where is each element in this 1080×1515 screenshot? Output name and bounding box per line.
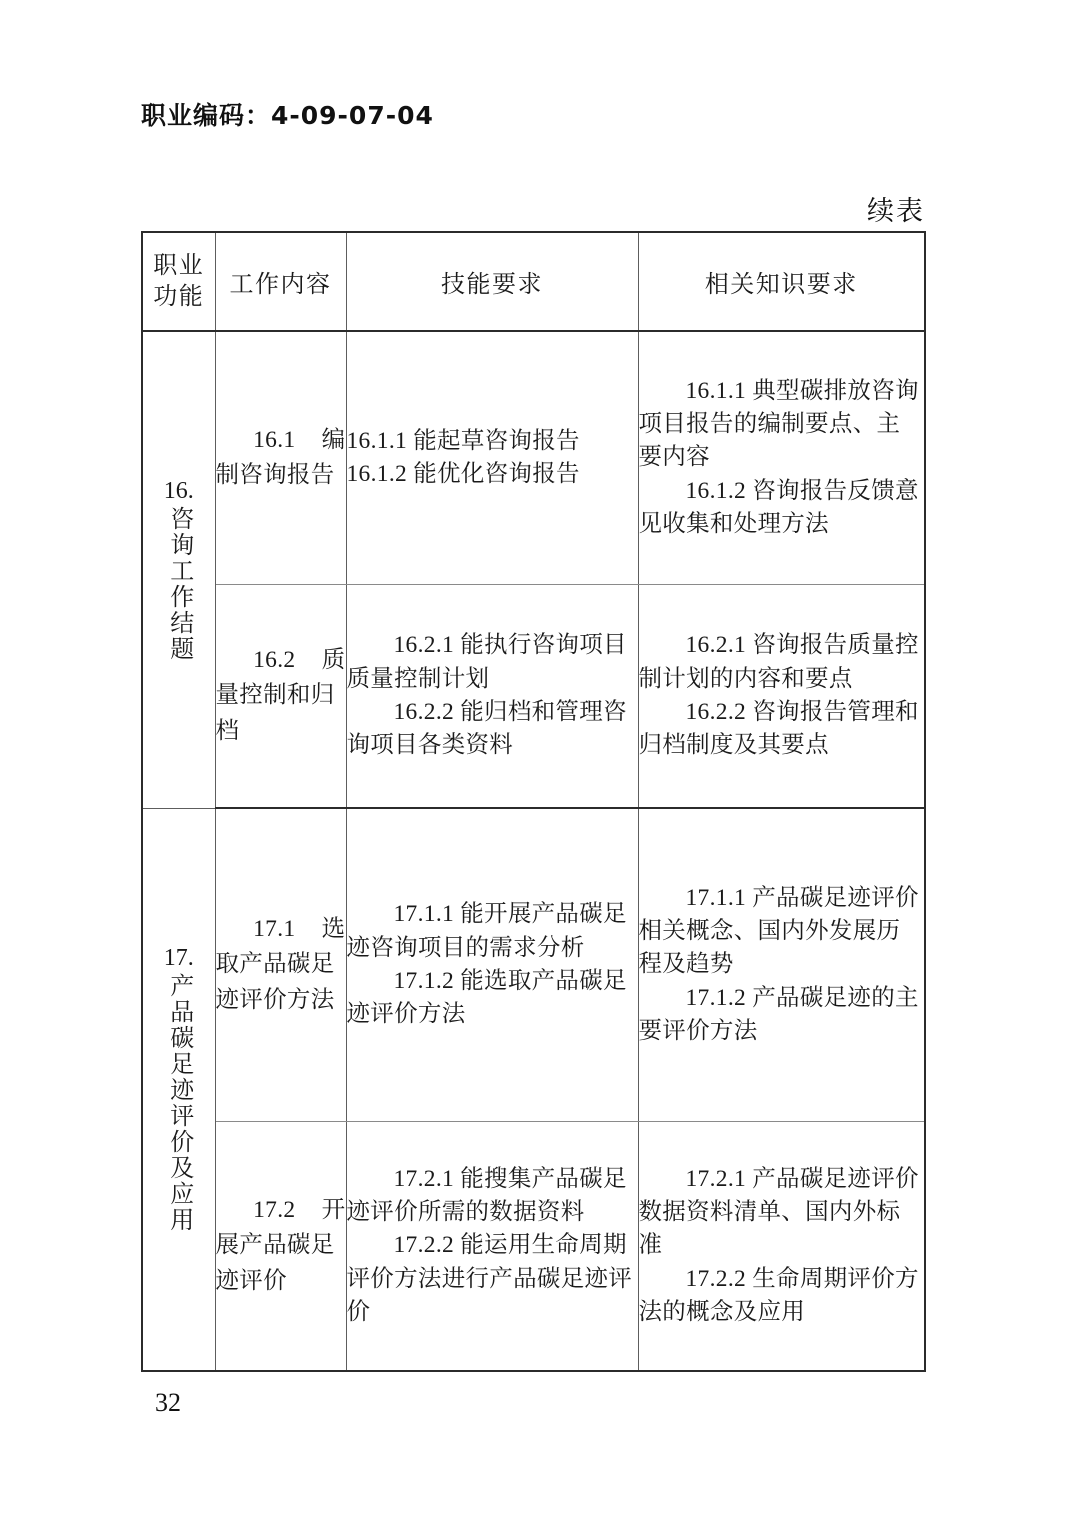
skill-item: 17.2.1 能搜集产品碳足迹评价所需的数据资料 xyxy=(346,1165,627,1225)
function-cell-17 xyxy=(142,808,215,1371)
skill-item: 16.2.1 能执行咨询项目质量控制计划 xyxy=(346,632,627,692)
skill-requirements-16-1 xyxy=(346,331,638,585)
skill-item: 16.2.2 能归档和管理咨询项目各类资料 xyxy=(346,699,627,759)
continued-table-label: 续表 xyxy=(867,196,925,226)
table-row xyxy=(142,1122,925,1372)
knowledge-requirements-17-2 xyxy=(638,1122,925,1372)
work-content-line: 16.2 质 xyxy=(253,647,346,674)
knowledge-item: 16.2.1 咨询报告质量控制计划的内容和要点 xyxy=(638,632,919,692)
table-row xyxy=(142,331,925,585)
table-row xyxy=(142,808,925,1122)
skill-requirements-16-2 xyxy=(346,585,638,809)
knowledge-item: 17.1.1 产品碳足迹评价相关概念、国内外发展历程及趋势 xyxy=(638,884,919,978)
work-content-16-2 xyxy=(215,585,346,809)
knowledge-item: 16.2.2 咨询报告管理和归档制度及其要点 xyxy=(638,699,919,759)
skill-requirements-17-2 xyxy=(346,1122,638,1372)
work-content-line: 17.1 选 xyxy=(253,916,346,943)
work-content-line: 迹评价 xyxy=(215,1267,287,1294)
occupational-skill-table xyxy=(141,231,926,1372)
occupation-code: 职业编码：4-09-07-04 xyxy=(141,101,434,130)
work-content-17-2 xyxy=(215,1122,346,1372)
work-content-line: 16.1 编 xyxy=(253,426,346,453)
column-header-work-content: 工作内容 xyxy=(215,232,346,331)
knowledge-requirements-16-2 xyxy=(638,585,925,809)
skill-requirements-17-1 xyxy=(346,808,638,1122)
function-name-17: 产品碳足迹评价及应用 xyxy=(165,973,192,1234)
column-header-knowledge-requirements: 相关知识要求 xyxy=(638,232,925,331)
column-header-function xyxy=(142,232,215,331)
table-header-row xyxy=(142,232,925,331)
knowledge-item: 16.1.1 典型碳排放咨询项目报告的编制要点、主要内容 xyxy=(638,377,919,471)
work-content-line: 迹评价方法 xyxy=(215,986,335,1013)
function-name-16: 咨询工作结题 xyxy=(165,505,192,662)
function-cell-16 xyxy=(142,331,215,808)
skill-item: 16.1.1 能起草咨询报告 xyxy=(346,427,580,454)
work-content-line: 量控制和归 xyxy=(215,682,335,709)
knowledge-item: 16.1.2 咨询报告反馈意见收集和处理方法 xyxy=(638,477,919,538)
skill-item: 17.1.1 能开展产品碳足迹咨询项目的需求分析 xyxy=(346,901,627,961)
knowledge-requirements-16-1 xyxy=(638,331,925,585)
column-header-skill-requirements: 技能要求 xyxy=(346,232,638,331)
work-content-17-1 xyxy=(215,808,346,1122)
page-number: 32 xyxy=(155,1388,181,1417)
work-content-line: 制咨询报告 xyxy=(215,462,335,488)
knowledge-item: 17.1.2 产品碳足迹的主要评价方法 xyxy=(638,984,919,1045)
skill-item: 17.1.2 能选取产品碳足迹评价方法 xyxy=(346,968,627,1028)
skill-item: 16.1.2 能优化咨询报告 xyxy=(346,461,580,487)
column-header-function-line1: 职业 xyxy=(153,252,205,279)
work-content-line: 展产品碳足 xyxy=(215,1232,335,1259)
knowledge-item: 17.2.1 产品碳足迹评价数据资料清单、国内外标准 xyxy=(638,1165,919,1259)
work-content-line: 17.2 开 xyxy=(253,1197,346,1224)
function-number-17: 17. xyxy=(163,945,194,972)
column-header-function-line2: 功能 xyxy=(153,283,205,310)
knowledge-item: 17.2.2 生命周期评价方法的概念及应用 xyxy=(638,1265,919,1326)
work-content-line: 档 xyxy=(215,717,240,744)
work-content-line: 取产品碳足 xyxy=(215,951,335,978)
table-row xyxy=(142,585,925,809)
function-number-16: 16. xyxy=(163,477,194,504)
knowledge-requirements-17-1 xyxy=(638,808,925,1122)
skill-item: 17.2.2 能运用生命周期评价方法进行产品碳足迹评价 xyxy=(346,1232,633,1326)
work-content-16-1 xyxy=(215,331,346,585)
